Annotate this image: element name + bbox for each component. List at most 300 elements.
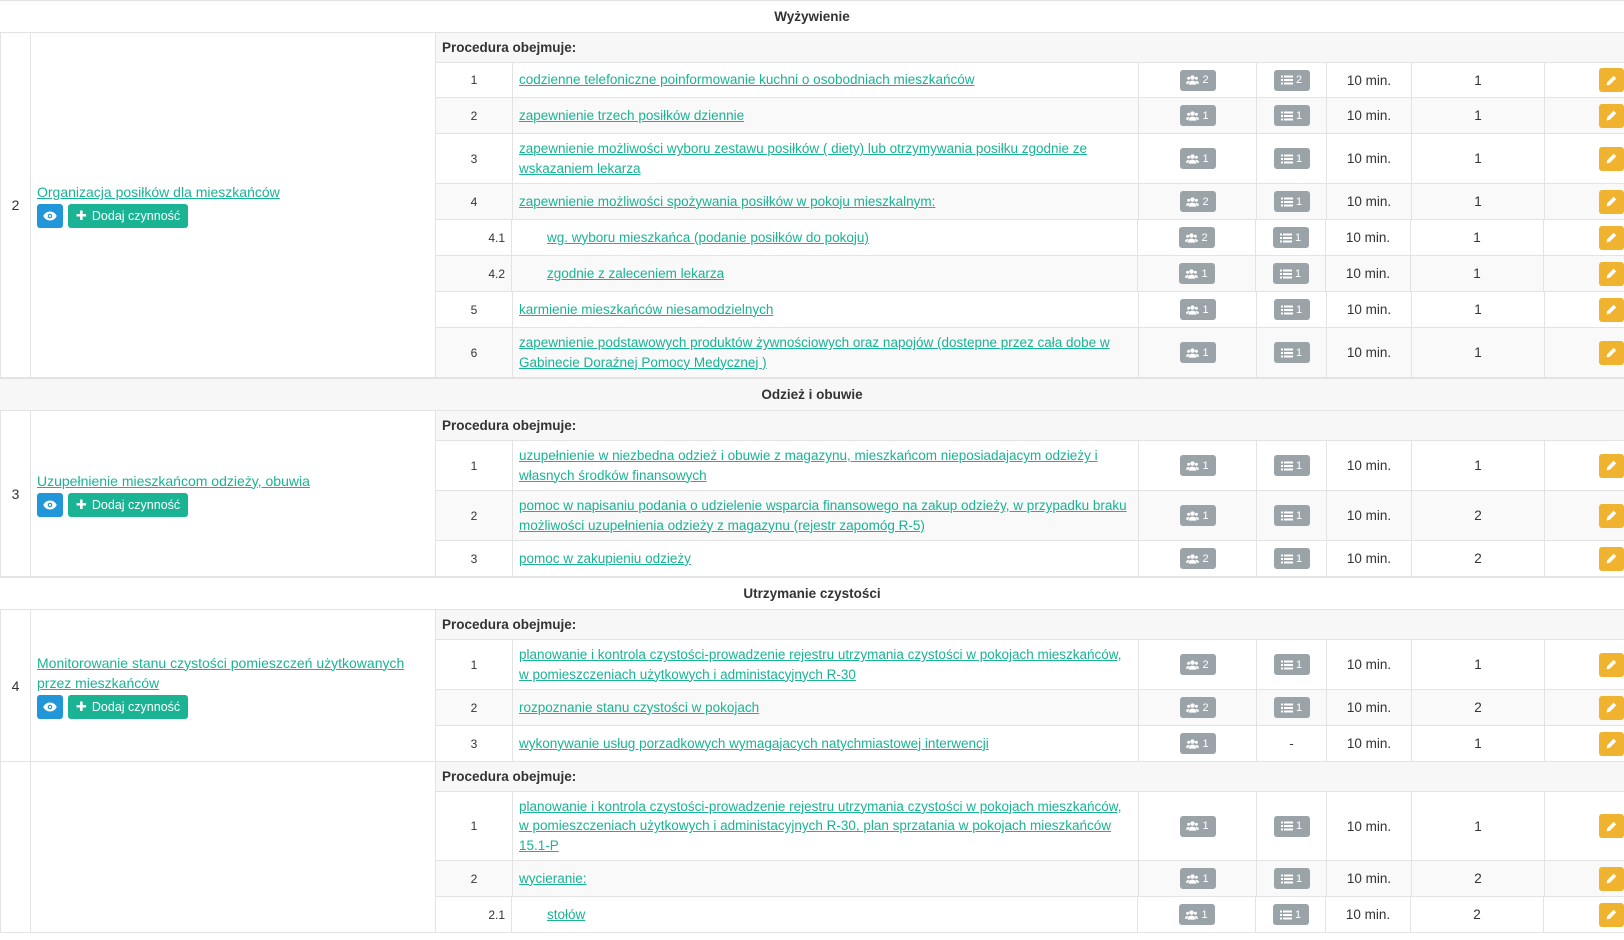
list-icon xyxy=(1281,197,1293,207)
users-badge[interactable] xyxy=(1180,105,1216,126)
list-count: 1 xyxy=(1295,152,1303,165)
step-number: 1 xyxy=(436,640,513,689)
edit-button[interactable] xyxy=(1599,867,1624,891)
users-badge[interactable] xyxy=(1180,299,1216,320)
users-badge[interactable] xyxy=(1180,342,1216,363)
list-count: 1 xyxy=(1295,195,1303,208)
eye-icon xyxy=(43,211,57,221)
step-count: 1 xyxy=(1412,184,1545,219)
step-number: 1 xyxy=(436,441,513,490)
step-count: 1 xyxy=(1412,98,1545,133)
list-badge[interactable] xyxy=(1274,654,1310,675)
users-cell xyxy=(1139,726,1257,761)
list-cell xyxy=(1257,441,1327,490)
step-text-cell xyxy=(513,491,1139,540)
list-cell xyxy=(1257,184,1327,219)
users-count: 2 xyxy=(1202,195,1209,208)
users-badge[interactable] xyxy=(1180,505,1216,526)
step-count: 2 xyxy=(1411,897,1544,932)
edit-cell xyxy=(1545,640,1624,689)
list-badge[interactable] xyxy=(1274,299,1310,320)
list-count: 1 xyxy=(1295,509,1303,522)
users-cell xyxy=(1138,220,1256,255)
pencil-icon xyxy=(1606,75,1617,86)
users-cell xyxy=(1139,292,1257,327)
users-badge[interactable] xyxy=(1180,548,1216,569)
step-link[interactable]: uzupełnienie w niezbedna odzież i obuwie z magazynu, mieszkańcom nieposiadajacym odzieży i własnych środków finansowych xyxy=(519,448,1098,483)
step-number: 4.2 xyxy=(436,256,512,291)
list-cell xyxy=(1257,491,1327,540)
edit-cell xyxy=(1545,134,1624,183)
step-link[interactable]: planowanie i kontrola czystości-prowadzenie rejestru utrzymania czystości w pokojach mieszkańców, w pomieszczeniach użytkowych i administacyjnych R-30, plan sprzatania w pokojach mieszkańców 15.1-P xyxy=(519,798,1122,853)
list-empty: - xyxy=(1289,736,1294,751)
procedure-header: Procedura obejmuje: xyxy=(436,33,1624,63)
users-count: 1 xyxy=(1201,908,1208,921)
edit-cell xyxy=(1544,256,1624,291)
activity-group xyxy=(0,411,1624,577)
users-count: 1 xyxy=(1202,459,1209,472)
procedure-header: Procedura obejmuje: xyxy=(436,411,1624,441)
list-badge[interactable] xyxy=(1274,342,1310,363)
edit-button[interactable] xyxy=(1599,147,1624,171)
step-time: 10 min. xyxy=(1327,441,1412,490)
procedure-step-row xyxy=(436,98,1624,134)
edit-button[interactable] xyxy=(1599,504,1624,528)
step-time: 10 min. xyxy=(1327,726,1412,761)
list-cell xyxy=(1257,726,1327,761)
list-cell xyxy=(1256,897,1326,932)
procedure-step-row xyxy=(436,690,1624,726)
users-icon xyxy=(1186,111,1199,121)
step-count: 1 xyxy=(1412,134,1545,183)
step-link[interactable]: zapewnienie podstawowych produktów żywnościowych oraz napojów (dostepne przez cała dobe w Gabinecie Doraźnej Pomocy Medycznej ) xyxy=(519,335,1110,370)
step-link[interactable]: wykonywanie usług porzadkowych wymagajacych natychmiastowej interwencji xyxy=(519,735,989,751)
list-count: 2 xyxy=(1295,74,1303,86)
list-count: 1 xyxy=(1295,701,1303,714)
users-count: 1 xyxy=(1202,303,1209,316)
list-count: 1 xyxy=(1294,908,1302,921)
view-button[interactable] xyxy=(37,204,63,228)
step-count: 1 xyxy=(1412,726,1545,761)
list-icon xyxy=(1281,874,1293,884)
edit-cell xyxy=(1545,292,1624,327)
activity-number xyxy=(0,762,31,932)
step-number: 4 xyxy=(436,184,513,219)
pencil-icon xyxy=(1606,553,1617,564)
users-count: 1 xyxy=(1201,267,1208,280)
step-number: 1 xyxy=(436,792,513,860)
pencil-icon xyxy=(1606,510,1617,521)
list-cell xyxy=(1257,640,1327,689)
list-icon xyxy=(1281,111,1293,121)
activity-cell xyxy=(31,411,436,576)
users-icon xyxy=(1186,348,1199,358)
users-cell xyxy=(1139,640,1257,689)
step-time: 10 min. xyxy=(1327,491,1412,540)
edit-button[interactable] xyxy=(1599,262,1624,286)
pencil-icon xyxy=(1606,153,1617,164)
step-text-cell xyxy=(512,897,1138,932)
step-time: 10 min. xyxy=(1327,63,1412,97)
list-icon xyxy=(1281,348,1293,358)
list-badge[interactable] xyxy=(1274,105,1310,126)
edit-button[interactable] xyxy=(1599,696,1624,720)
step-number: 2 xyxy=(436,491,513,540)
list-badge[interactable] xyxy=(1273,263,1309,284)
users-icon xyxy=(1185,233,1198,243)
users-count: 1 xyxy=(1202,509,1209,522)
procedure-list xyxy=(436,762,1624,932)
step-link[interactable]: pomoc w napisaniu podania o udzielenie wsparcia finansowego na zakup odzieży, w przypadku braku możliwości uzupełnienia odzieży z magazynu (rejestr zapomóg R-5) xyxy=(519,498,1127,533)
list-count: 1 xyxy=(1295,658,1303,671)
plus-icon: ✚ xyxy=(76,698,87,714)
activity-number: 3 xyxy=(0,411,31,576)
edit-cell xyxy=(1544,220,1624,255)
edit-button[interactable] xyxy=(1599,903,1624,927)
procedure-step-row xyxy=(436,184,1624,220)
list-icon xyxy=(1280,233,1292,243)
step-time: 10 min. xyxy=(1327,861,1412,896)
list-icon xyxy=(1280,269,1292,279)
users-icon xyxy=(1185,910,1198,920)
list-badge[interactable] xyxy=(1274,191,1310,212)
users-badge[interactable] xyxy=(1180,654,1216,675)
procedure-header: Procedura obejmuje: xyxy=(436,762,1624,792)
add-activity-button[interactable] xyxy=(68,204,188,228)
add-activity-button[interactable] xyxy=(68,695,188,719)
step-count: 1 xyxy=(1412,640,1545,689)
edit-cell xyxy=(1545,441,1624,490)
edit-button[interactable] xyxy=(1599,653,1624,677)
add-activity-label: Dodaj czynność xyxy=(91,209,181,223)
users-badge[interactable] xyxy=(1180,816,1216,837)
edit-cell xyxy=(1544,897,1624,932)
section-header: Odzież i obuwie xyxy=(0,378,1624,411)
list-count: 1 xyxy=(1295,109,1303,122)
step-link[interactable]: planowanie i kontrola czystości-prowadzenie rejestru utrzymania czystości w pokojach mieszkańców, w pomieszczeniach użytkowych i administacyjnych R-30 xyxy=(519,647,1122,682)
pencil-icon xyxy=(1606,232,1617,243)
users-count: 1 xyxy=(1202,737,1209,750)
users-cell xyxy=(1138,256,1256,291)
step-link[interactable]: wg. wyboru mieszkańca (podanie posiłków do pokoju) xyxy=(547,229,869,245)
pencil-icon xyxy=(1606,702,1617,713)
pencil-icon xyxy=(1606,460,1617,471)
eye-icon xyxy=(43,500,57,510)
edit-cell xyxy=(1545,491,1624,540)
step-link[interactable]: rozpoznanie stanu czystości w pokojach xyxy=(519,699,760,715)
pencil-icon xyxy=(1606,909,1617,920)
procedure-step-row xyxy=(436,220,1624,256)
users-icon xyxy=(1186,154,1199,164)
step-link[interactable]: zapewnienie trzech posiłków dziennie xyxy=(519,107,745,123)
procedure-step-row xyxy=(436,328,1624,377)
step-count: 1 xyxy=(1412,328,1545,377)
users-badge[interactable] xyxy=(1180,455,1216,476)
list-count: 1 xyxy=(1295,872,1303,885)
step-text-cell xyxy=(513,292,1139,327)
add-activity-label: Dodaj czynność xyxy=(91,699,181,714)
step-text-cell xyxy=(513,441,1139,490)
edit-button[interactable] xyxy=(1599,104,1624,128)
list-badge[interactable] xyxy=(1273,227,1309,248)
step-link[interactable]: stołów xyxy=(547,906,586,922)
edit-button[interactable] xyxy=(1599,298,1624,322)
procedure-header: Procedura obejmuje: xyxy=(436,610,1624,640)
activity-cell xyxy=(31,762,436,932)
edit-button[interactable] xyxy=(1599,68,1624,92)
list-badge[interactable] xyxy=(1273,904,1309,925)
users-icon xyxy=(1186,821,1199,831)
users-icon xyxy=(1186,197,1199,207)
pencil-icon xyxy=(1606,659,1617,670)
step-number: 3 xyxy=(436,134,513,183)
edit-button[interactable] xyxy=(1599,341,1624,365)
list-count: 1 xyxy=(1295,303,1303,316)
users-badge[interactable] xyxy=(1180,191,1216,212)
pencil-icon xyxy=(1606,268,1617,279)
users-icon xyxy=(1186,75,1199,85)
step-count: 1 xyxy=(1412,292,1545,327)
users-icon xyxy=(1186,660,1199,670)
step-number: 3 xyxy=(436,541,513,576)
edit-button[interactable] xyxy=(1599,454,1624,478)
users-badge[interactable] xyxy=(1180,733,1216,754)
list-icon xyxy=(1281,703,1293,713)
edit-cell xyxy=(1545,328,1624,377)
list-icon xyxy=(1281,461,1293,471)
step-number: 2.1 xyxy=(436,897,512,932)
list-badge[interactable] xyxy=(1274,548,1310,569)
users-cell xyxy=(1139,861,1257,896)
list-icon xyxy=(1281,154,1293,164)
procedure-step-row xyxy=(436,491,1624,541)
list-cell xyxy=(1257,63,1327,97)
list-cell xyxy=(1257,861,1327,896)
list-cell xyxy=(1257,98,1327,133)
procedure-step-row xyxy=(436,441,1624,491)
activity-name-link[interactable]: Uzupełnienie mieszkańcom odzieży, obuwia xyxy=(37,472,310,489)
eye-icon xyxy=(43,702,57,712)
list-icon xyxy=(1281,511,1293,521)
activity-name-link[interactable]: Monitorowanie stanu czystości pomieszczeń użytkowanych przez mieszkańców xyxy=(37,654,405,691)
edit-button[interactable] xyxy=(1599,547,1624,571)
users-cell xyxy=(1139,441,1257,490)
list-cell xyxy=(1257,690,1327,725)
step-text-cell xyxy=(512,256,1138,291)
plus-icon: ✚ xyxy=(76,496,87,512)
step-time: 10 min. xyxy=(1327,640,1412,689)
step-count: 2 xyxy=(1412,690,1545,725)
users-cell xyxy=(1139,63,1257,97)
activity-cell xyxy=(31,33,436,377)
users-count: 2 xyxy=(1202,552,1209,565)
view-button[interactable] xyxy=(37,695,63,719)
users-count: 2 xyxy=(1202,658,1209,671)
list-badge[interactable] xyxy=(1274,868,1310,889)
list-count: 1 xyxy=(1295,459,1303,472)
step-time: 10 min. xyxy=(1327,292,1412,327)
procedure-step-row xyxy=(436,726,1624,761)
step-text-cell xyxy=(513,792,1139,860)
list-badge[interactable] xyxy=(1274,70,1310,91)
edit-cell xyxy=(1545,792,1624,860)
users-badge[interactable] xyxy=(1180,697,1216,718)
step-link[interactable]: zgodnie z zaleceniem lekarza xyxy=(547,265,725,281)
users-cell xyxy=(1139,491,1257,540)
activity-group xyxy=(0,610,1624,762)
users-cell xyxy=(1139,792,1257,860)
step-time: 10 min. xyxy=(1326,220,1411,255)
list-icon xyxy=(1281,554,1293,564)
step-count: 1 xyxy=(1412,63,1545,97)
pencil-icon xyxy=(1606,738,1617,749)
step-time: 10 min. xyxy=(1327,328,1412,377)
step-number: 2 xyxy=(436,861,513,896)
edit-button[interactable] xyxy=(1599,226,1624,250)
procedure-list xyxy=(436,610,1624,761)
list-cell xyxy=(1257,792,1327,860)
step-link[interactable]: pomoc w zakupieniu odzieży xyxy=(519,550,691,566)
list-cell xyxy=(1257,292,1327,327)
users-badge[interactable] xyxy=(1179,227,1215,248)
step-text-cell xyxy=(513,726,1139,761)
activity-group xyxy=(0,762,1624,933)
list-icon xyxy=(1281,75,1293,85)
step-count: 2 xyxy=(1412,491,1545,540)
users-count: 1 xyxy=(1202,820,1209,832)
step-number: 2 xyxy=(436,98,513,133)
list-cell xyxy=(1257,134,1327,183)
step-time: 10 min. xyxy=(1327,98,1412,133)
step-number: 5 xyxy=(436,292,513,327)
users-icon xyxy=(1186,554,1199,564)
step-text-cell xyxy=(513,98,1139,133)
users-count: 1 xyxy=(1202,152,1209,165)
add-activity-button[interactable] xyxy=(68,493,188,517)
edit-button[interactable] xyxy=(1599,190,1624,214)
step-text-cell xyxy=(513,861,1139,896)
step-time: 10 min. xyxy=(1327,690,1412,725)
list-count: 1 xyxy=(1294,231,1302,244)
users-cell xyxy=(1139,690,1257,725)
edit-button[interactable] xyxy=(1599,732,1624,756)
edit-cell xyxy=(1545,98,1624,133)
users-cell xyxy=(1138,897,1256,932)
procedure-step-row xyxy=(436,897,1624,932)
activity-cell xyxy=(31,610,436,761)
list-badge[interactable] xyxy=(1274,816,1310,837)
pencil-icon xyxy=(1606,873,1617,884)
users-icon xyxy=(1186,305,1199,315)
step-count: 1 xyxy=(1411,256,1544,291)
step-link[interactable]: zapewnienie możliwości wyboru zestawu posiłków ( diety) lub otrzymywania posiłku zgodnie ze wskazaniem lekarza xyxy=(519,141,1088,176)
users-badge[interactable] xyxy=(1180,70,1216,91)
step-count: 1 xyxy=(1412,441,1545,490)
step-number: 1 xyxy=(436,63,513,97)
users-badge[interactable] xyxy=(1179,263,1215,284)
list-badge[interactable] xyxy=(1274,697,1310,718)
edit-cell xyxy=(1545,63,1624,97)
users-icon xyxy=(1186,511,1199,521)
users-cell xyxy=(1139,134,1257,183)
step-number: 3 xyxy=(436,726,513,761)
activity-name-link[interactable]: Organizacja posiłków dla mieszkańców xyxy=(37,184,280,200)
list-count: 1 xyxy=(1294,267,1302,280)
list-badge[interactable] xyxy=(1274,455,1310,476)
step-text-cell xyxy=(513,690,1139,725)
list-badge[interactable] xyxy=(1274,148,1310,169)
procedure-list xyxy=(436,411,1624,576)
step-number: 2 xyxy=(436,690,513,725)
step-time: 10 min. xyxy=(1327,184,1412,219)
edit-button[interactable] xyxy=(1599,814,1624,838)
pencil-icon xyxy=(1606,821,1617,832)
users-icon xyxy=(1186,739,1199,749)
users-badge[interactable] xyxy=(1180,148,1216,169)
step-link[interactable]: karmienie mieszkańców niesamodzielnych xyxy=(519,301,774,317)
users-count: 1 xyxy=(1202,346,1209,359)
procedure-step-row xyxy=(436,292,1624,328)
plus-icon: ✚ xyxy=(76,208,87,223)
procedure-list xyxy=(436,33,1624,377)
step-count: 2 xyxy=(1412,541,1545,576)
procedure-step-row xyxy=(436,792,1624,861)
users-badge[interactable] xyxy=(1179,904,1215,925)
users-icon xyxy=(1185,269,1198,279)
users-count: 1 xyxy=(1202,109,1209,122)
procedure-step-row xyxy=(436,256,1624,292)
pencil-icon xyxy=(1606,110,1617,121)
step-link[interactable]: codzienne telefoniczne poinformowanie kuchni o osobodniach mieszkańców xyxy=(519,72,975,88)
pencil-icon xyxy=(1606,347,1617,358)
step-text-cell xyxy=(513,134,1139,183)
users-cell xyxy=(1139,98,1257,133)
users-count: 1 xyxy=(1202,872,1209,885)
step-text-cell xyxy=(512,220,1138,255)
step-count: 1 xyxy=(1411,220,1544,255)
edit-cell xyxy=(1545,861,1624,896)
activity-group xyxy=(0,33,1624,378)
users-icon xyxy=(1186,703,1199,713)
procedure-step-row xyxy=(436,640,1624,690)
step-time: 10 min. xyxy=(1327,134,1412,183)
step-time: 10 min. xyxy=(1326,897,1411,932)
activity-number: 4 xyxy=(0,610,31,761)
users-count: 2 xyxy=(1201,231,1208,244)
list-count: 1 xyxy=(1295,552,1303,565)
step-number: 6 xyxy=(436,328,513,377)
step-text-cell xyxy=(513,184,1139,219)
procedure-step-row xyxy=(436,134,1624,184)
step-link[interactable]: wycieranie: xyxy=(519,870,587,886)
step-link[interactable]: zapewnienie możliwości spożywania posiłków w pokoju mieszkalnym: xyxy=(519,193,936,209)
view-button[interactable] xyxy=(37,493,63,517)
step-number: 4.1 xyxy=(436,220,512,255)
users-badge[interactable] xyxy=(1180,868,1216,889)
add-activity-label: Dodaj czynność xyxy=(91,497,181,512)
list-count: 1 xyxy=(1295,820,1303,832)
users-icon xyxy=(1186,874,1199,884)
list-badge[interactable] xyxy=(1274,505,1310,526)
users-cell xyxy=(1139,184,1257,219)
list-cell xyxy=(1256,220,1326,255)
step-count: 2 xyxy=(1412,861,1545,896)
edit-cell xyxy=(1545,184,1624,219)
step-time: 10 min. xyxy=(1327,541,1412,576)
step-time: 10 min. xyxy=(1326,256,1411,291)
list-count: 1 xyxy=(1295,346,1303,359)
procedure-step-row xyxy=(436,63,1624,98)
